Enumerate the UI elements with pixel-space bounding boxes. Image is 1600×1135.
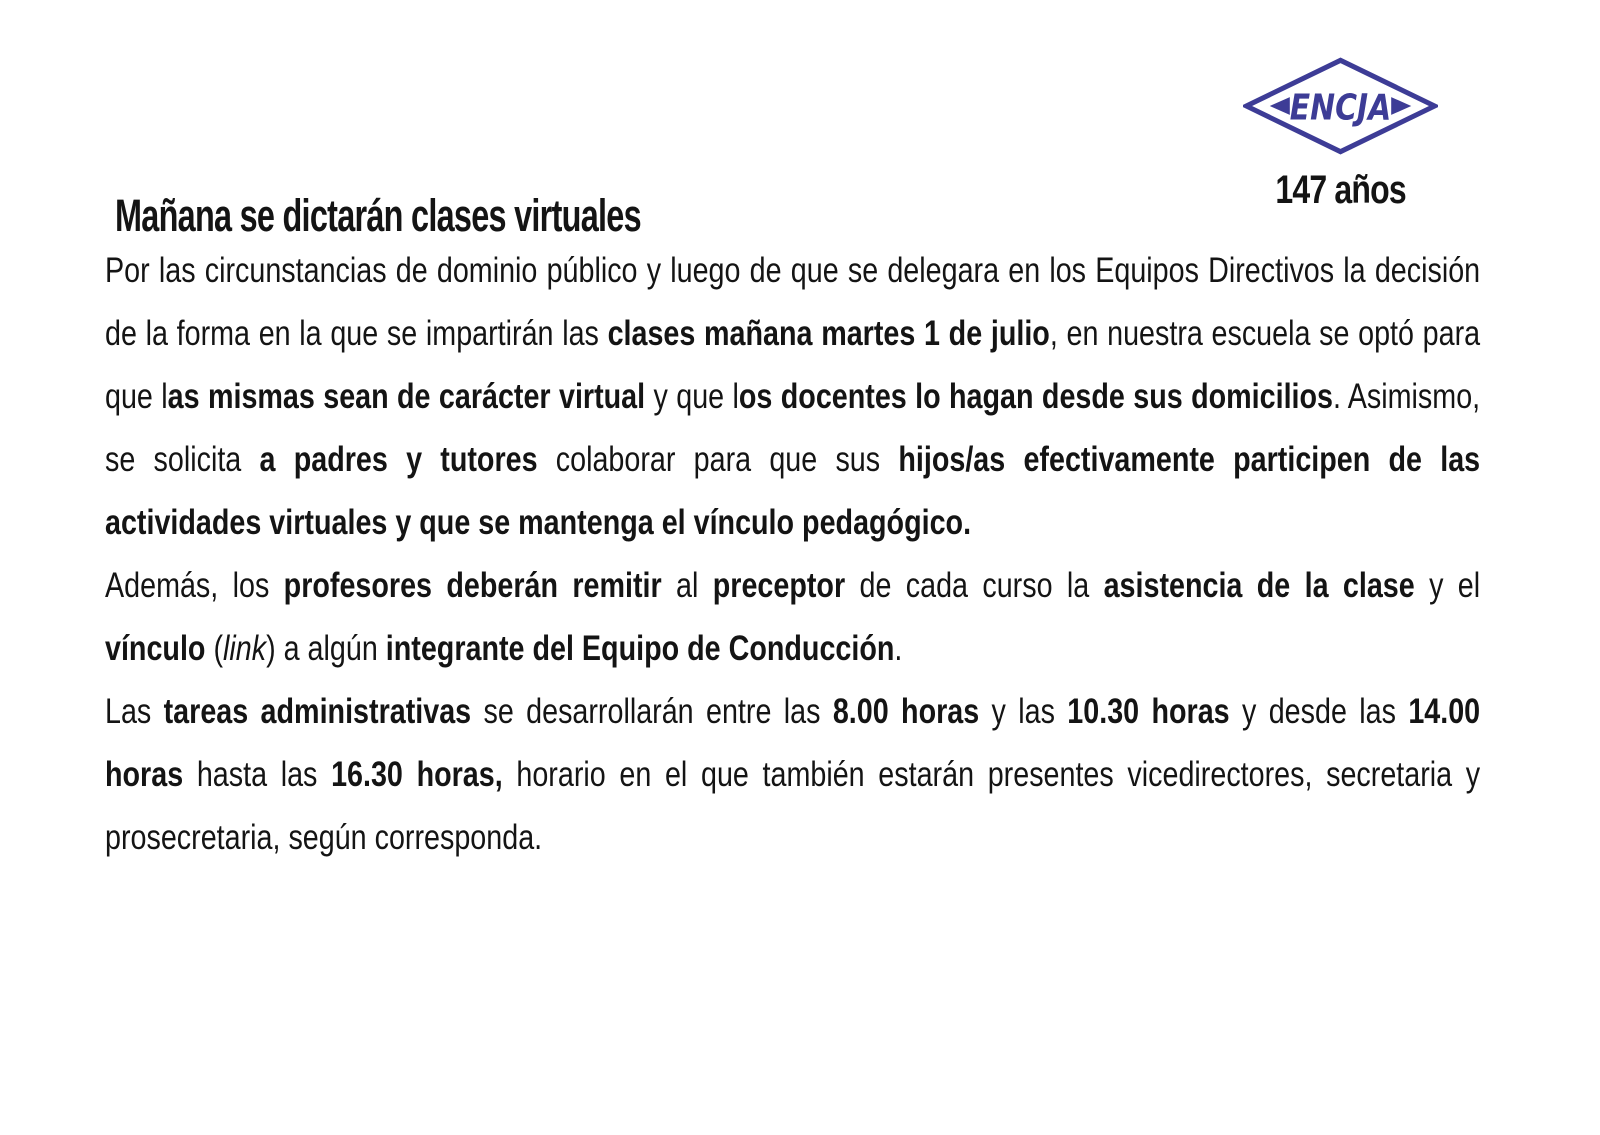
text-segment: 8.00 horas — [832, 692, 980, 731]
text-segment: vínculo — [105, 629, 206, 668]
text-segment: se desarrollarán entre las — [471, 692, 833, 731]
text-segment: . — [894, 629, 903, 668]
text-segment: tareas administrativas — [163, 692, 472, 731]
logo-text: ENCJA — [1289, 87, 1392, 129]
text-segment: hasta las — [183, 755, 332, 794]
text-segment: profesores deberán remitir — [283, 566, 662, 605]
text-segment: Las — [105, 692, 164, 731]
text-segment: Además, los — [105, 566, 284, 605]
text-segment: ( — [205, 629, 224, 668]
text-segment: y el — [1414, 566, 1481, 605]
logo-right-arrow-icon — [1391, 97, 1411, 115]
text-segment: 16.30 horas, — [331, 755, 503, 794]
text-segment: , en nuestra escuela se optó para que l — [105, 314, 1481, 416]
encja-logo — [1243, 50, 1438, 162]
text-segment: 10.30 horas — [1067, 692, 1230, 731]
text-segment: 14.00 horas — [105, 692, 1481, 794]
paragraph — [105, 680, 1480, 869]
text-segment: integrante del Equipo de Conducción — [385, 629, 895, 668]
text-segment: y las — [979, 692, 1068, 731]
text-segment: horario en el que también estarán presentes vicedirectores, secretaria y prosecretaria, según corresponda. — [105, 755, 1481, 857]
body-text — [105, 239, 1480, 869]
text-segment: a padres y tutores — [259, 440, 538, 479]
text-segment: colaborar para que sus — [537, 440, 899, 479]
text-segment: os docentes lo hagan desde sus domicilios — [738, 377, 1334, 416]
text-segment: y que l — [645, 377, 739, 416]
text-segment: al — [661, 566, 713, 605]
text-segment: . Asimismo, se solicita — [105, 377, 1481, 479]
text-segment: asistencia de la clase — [1103, 566, 1415, 605]
text-segment: as mismas sean de carácter virtual — [167, 377, 646, 416]
text-segment: y desde las — [1229, 692, 1409, 731]
text-segment: hijos/as efectivamente participen de las actividades virtuales y que se mantenga el vínculo pedagógico. — [105, 440, 1481, 542]
text-segment: ) a algún — [266, 629, 386, 668]
anniversary-label-wrap — [1243, 168, 1438, 213]
logo-left-arrow-icon — [1270, 97, 1290, 115]
text-segment: Por las circunstancias de dominio público y luego de que se delegara en los Equipos Directivos la decisión de la forma en la que se impartirán las — [105, 251, 1481, 353]
text-segment: de cada curso la — [845, 566, 1104, 605]
text-segment: link — [223, 629, 267, 668]
paragraph — [105, 554, 1480, 680]
text-segment: clases mañana martes 1 de julio — [607, 314, 1050, 353]
paragraph — [105, 239, 1480, 554]
anniversary-label: 147 años — [1275, 168, 1406, 212]
paragraphs — [105, 239, 1480, 869]
page-title: Mañana se dictarán clases virtuales — [115, 190, 641, 242]
text-segment: preceptor — [712, 566, 846, 605]
